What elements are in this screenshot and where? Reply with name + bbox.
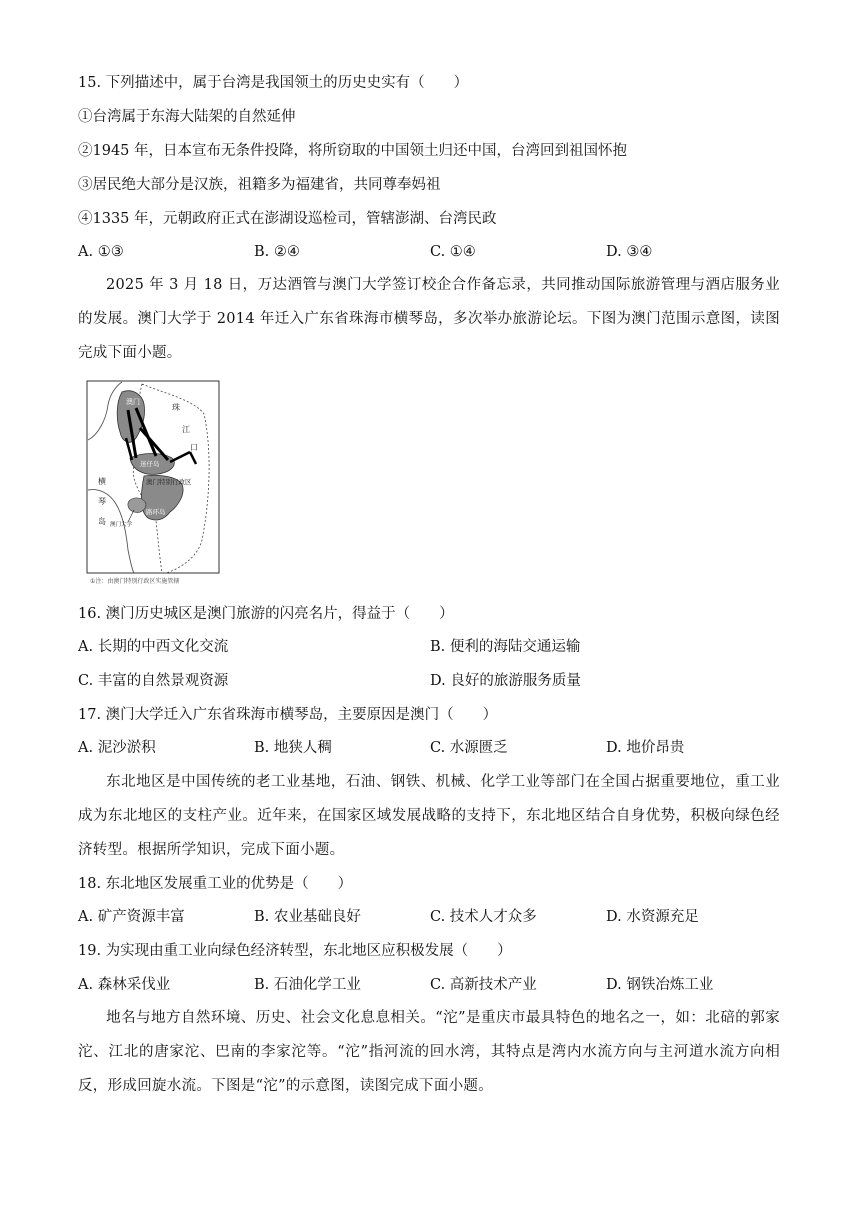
q15-statement-3: ③居民绝大部分是汉族，祖籍多为福建省，共同尊奉妈祖 (78, 177, 441, 193)
q18-option-b[interactable]: B. 农业基础良好 (254, 909, 361, 925)
q19-option-a[interactable]: A. 森林采伐业 (78, 977, 171, 993)
q18-option-a[interactable]: A. 矿产资源丰富 (78, 909, 185, 925)
um-campus (128, 498, 146, 513)
q18-stem: 18. 东北地区发展重工业的优势是（ ） (78, 876, 353, 892)
q17-option-d[interactable]: D. 地价昂贵 (606, 740, 685, 756)
label-taipa: 迷仔岛 (140, 460, 160, 468)
q19-option-d[interactable]: D. 钢铁冶炼工业 (606, 977, 714, 993)
q15-option-b[interactable]: B. ②④ (254, 244, 300, 260)
q15-statement-2: ②1945 年，日本宣布无条件投降，将所窃取的中国领土归还中国，台湾回到祖国怀抱 (78, 143, 628, 159)
label-jiang: 江 (182, 425, 190, 434)
label-dao: 岛 (98, 517, 106, 526)
passage-northeast: 东北地区是中国传统的老工业基地，石油、钢铁、机械、化学工业等部门在全国占据重要地位，重工业成为东北地区的支柱产业。近年来，在国家区域发展战略的支持下，东北地区结合自身优势，积极向绿色经济转型。根据所学知识，完成下面小题。 (78, 774, 780, 858)
q15-option-c[interactable]: C. ①④ (430, 244, 476, 260)
q18-option-c[interactable]: C. 技术人才众多 (430, 909, 537, 925)
label-macau: 澳门 (126, 398, 140, 406)
q19-option-b[interactable]: B. 石油化学工业 (254, 977, 361, 993)
label-zhu: 珠 (172, 403, 180, 412)
q16-option-b[interactable]: B. 便利的海陆交通运输 (430, 639, 581, 655)
label-kou: 口 (190, 443, 198, 452)
q17-option-a[interactable]: A. 泥沙淤积 (78, 740, 156, 756)
label-qin: 琴 (98, 497, 106, 506)
q19-option-c[interactable]: C. 高新技术产业 (430, 977, 537, 993)
q15-stem: 15. 下列描述中，属于台湾是我国领土的历史史实有（ ） (78, 75, 469, 91)
q15-statement-1: ①台湾属于东海大陆架的自然延伸 (78, 109, 296, 125)
q15-option-d[interactable]: D. ③④ (606, 244, 653, 260)
q16-option-a[interactable]: A. 长期的中西文化交流 (78, 639, 229, 655)
q16-stem: 16. 澳门历史城区是澳门旅游的闪亮名片，得益于（ ） (78, 606, 454, 622)
map-note: ①注：由澳门特别行政区实施管辖 (90, 578, 180, 585)
q17-stem: 17. 澳门大学迁入广东省珠海市横琴岛，主要原因是澳门（ ） (78, 707, 498, 723)
q19-stem: 19. 为实现由重工业向绿色经济转型，东北地区应积极发展（ ） (78, 943, 512, 959)
label-um: 澳门大学 (110, 522, 133, 528)
label-heng: 横 (98, 477, 106, 486)
passage-macau: 2025 年 3 月 18 日，万达酒管与澳门大学签订校企合作备忘录，共同推动国际旅游管理与酒店服务业的发展。澳门大学于 2014 年迁入广东省珠海市横琴岛，多次举办旅游论坛。下图为澳门范围示意图，读图完成下面小题。 (78, 277, 780, 361)
label-sar: 澳门特别行政区 (146, 478, 192, 486)
q17-option-b[interactable]: B. 地狭人稠 (254, 740, 332, 756)
q16-option-c[interactable]: C. 丰富的自然景观资源 (78, 673, 229, 689)
q17-option-c[interactable]: C. 水源匮乏 (430, 740, 508, 756)
passage-tuo: 地名与地方自然环境、历史、社会文化息息相关。“沱”是重庆市最具特色的地名之一，如：北碚的郭家沱、江北的唐家沱、巴南的李家沱等。“沱”指河流的回水湾，其特点是湾内水流方向与主河道水流方向相反，形成回旋水流。下图是“沱”的示意图，读图完成下面小题。 (78, 1010, 780, 1094)
q15-statement-4: ④1335 年，元朝政府正式在澎湖设巡检司，管辖澎湖、台湾民政 (78, 211, 497, 227)
q18-option-d[interactable]: D. 水资源充足 (606, 909, 699, 925)
label-coloane: 路环岛 (146, 508, 166, 516)
q16-option-d[interactable]: D. 良好的旅游服务质量 (430, 673, 581, 689)
q15-option-a[interactable]: A. ①③ (78, 244, 124, 260)
macau-map (86, 380, 220, 588)
